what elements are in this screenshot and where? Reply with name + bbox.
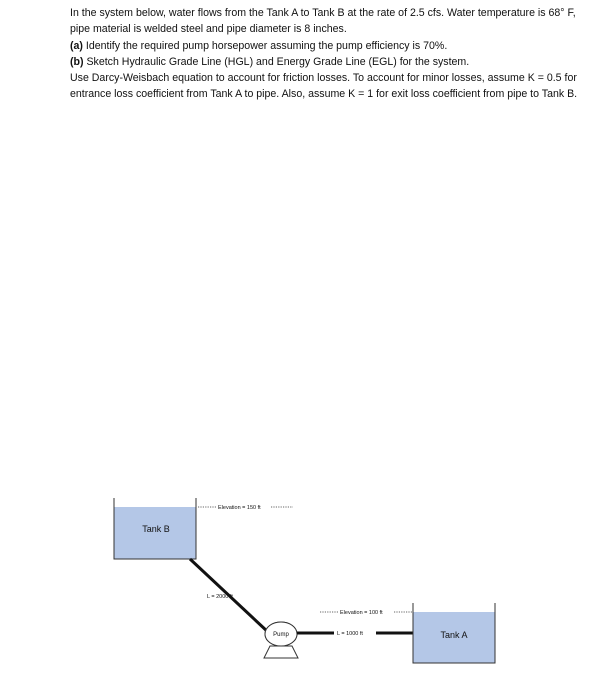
pump-base: [264, 646, 298, 658]
part-b-label: (b): [70, 55, 84, 68]
tank-a-label: Tank A: [440, 630, 468, 640]
problem-instructions: Use Darcy-Weisbach equation to account for friction losses. To account for minor losses, assume K = 0.5 for entrance loss coefficient from Tank A to pipe. Also, assume K = 1 for exit loss coefficient from pipe to Tank B.: [70, 72, 578, 101]
pump-label: Pump: [273, 632, 289, 638]
elevation-a-label: Elevation = 100 ft: [340, 610, 383, 616]
elevation-b-label: Elevation = 150 ft: [218, 505, 261, 511]
part-b-text: Sketch Hydraulic Grade Line (HGL) and Energy Grade Line (EGL) for the system.: [83, 55, 470, 68]
pipe-length-2-label: L = 1000 ft: [337, 631, 363, 637]
part-a-text: Identify the required pump horsepower assuming the pump efficiency is 70%.: [82, 39, 448, 52]
problem-intro: In the system below, water flows from the Tank A to Tank B at the rate of 2.5 cfs. Water temperature is 68° F, pipe material is welded steel and pipe diameter is 8 inches.: [70, 7, 576, 36]
tank-b-label: Tank B: [142, 524, 170, 534]
part-a-label: (a): [70, 39, 83, 52]
pipe-length-1-label: L = 2000 ft: [207, 594, 233, 600]
